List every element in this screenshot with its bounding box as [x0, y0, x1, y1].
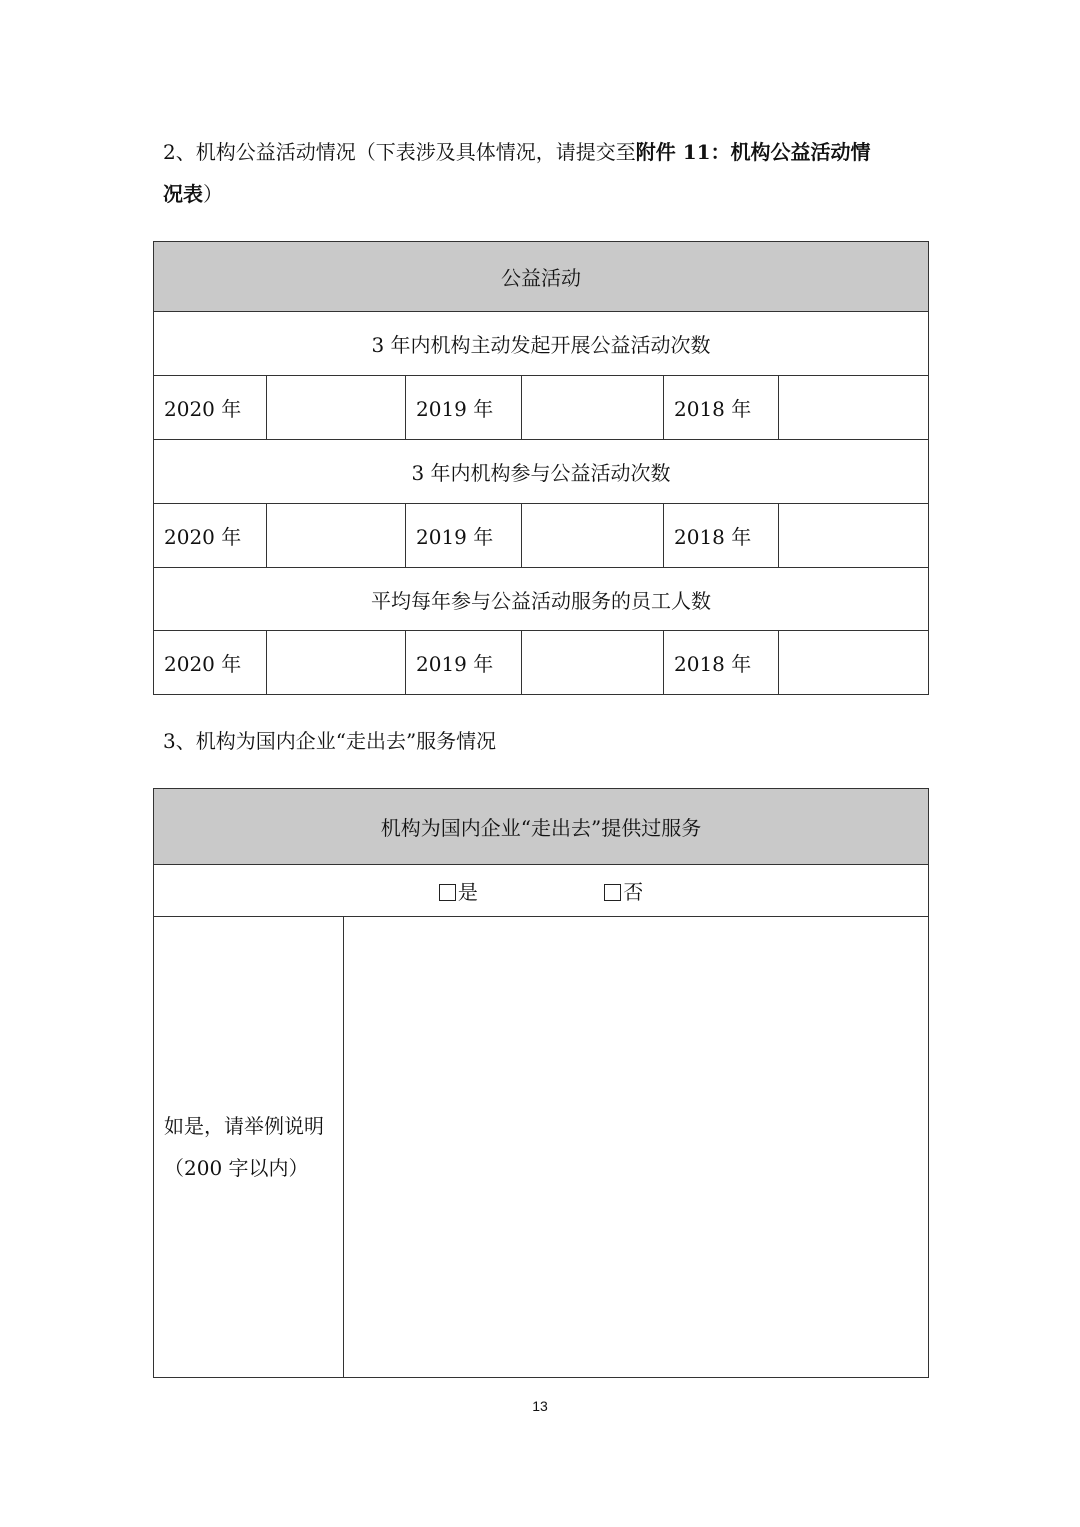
page-number: 13: [532, 1398, 548, 1414]
table2-header: 机构为国内企业“走出去”提供过服务: [154, 789, 929, 865]
table1-header: 公益活动: [154, 242, 929, 312]
section2-paragraph: [163, 131, 933, 215]
block1-title: 3 年内机构主动发起开展公益活动次数: [154, 312, 929, 376]
example-input-cell[interactable]: [344, 917, 929, 1378]
option-no-label: 否: [623, 880, 644, 904]
table-row: [154, 631, 929, 695]
yes-no-row: [154, 865, 929, 917]
year-label: 2018 年: [664, 504, 779, 568]
year-label: 2020 年: [154, 376, 267, 440]
example-label-line1: 如是，请举例说明: [164, 1114, 324, 1138]
section3-heading: 3、机构为国内企业“走出去”服务情况: [163, 729, 497, 753]
count-input-cell[interactable]: [779, 504, 929, 568]
going-global-table: [153, 788, 929, 1378]
count-input-cell[interactable]: [267, 504, 406, 568]
year-label: 2018 年: [664, 376, 779, 440]
example-label-cell: [154, 917, 344, 1378]
count-input-cell[interactable]: [779, 376, 929, 440]
count-input-cell[interactable]: [522, 504, 664, 568]
section2-close-paren: ）: [203, 182, 223, 206]
checkbox-no[interactable]: [604, 884, 621, 901]
option-yes[interactable]: [439, 876, 478, 905]
count-input-cell[interactable]: [267, 376, 406, 440]
table-row: [154, 504, 929, 568]
year-label: 2019 年: [406, 504, 522, 568]
section2-attachment-ref-cont: 况表: [163, 182, 203, 206]
option-no[interactable]: [604, 876, 643, 905]
checkbox-yes[interactable]: [439, 884, 456, 901]
count-input-cell[interactable]: [522, 376, 664, 440]
year-label: 2019 年: [406, 376, 522, 440]
section2-attachment-ref: 附件 11：机构公益活动情: [635, 140, 871, 164]
example-label-line2: （200 字以内）: [164, 1156, 309, 1180]
count-input-cell[interactable]: [522, 631, 664, 695]
year-label: 2019 年: [406, 631, 522, 695]
year-label: 2020 年: [154, 504, 267, 568]
year-label: 2020 年: [154, 631, 267, 695]
count-input-cell[interactable]: [779, 631, 929, 695]
public-welfare-table: [153, 241, 929, 695]
block3-title: 平均每年参与公益活动服务的员工人数: [154, 568, 929, 631]
option-yes-label: 是: [457, 880, 478, 904]
count-input-cell[interactable]: [267, 631, 406, 695]
section2-intro: 2、机构公益活动情况（下表涉及具体情况，请提交至: [163, 140, 636, 164]
block2-title: 3 年内机构参与公益活动次数: [154, 440, 929, 504]
year-label: 2018 年: [664, 631, 779, 695]
table-row: [154, 376, 929, 440]
